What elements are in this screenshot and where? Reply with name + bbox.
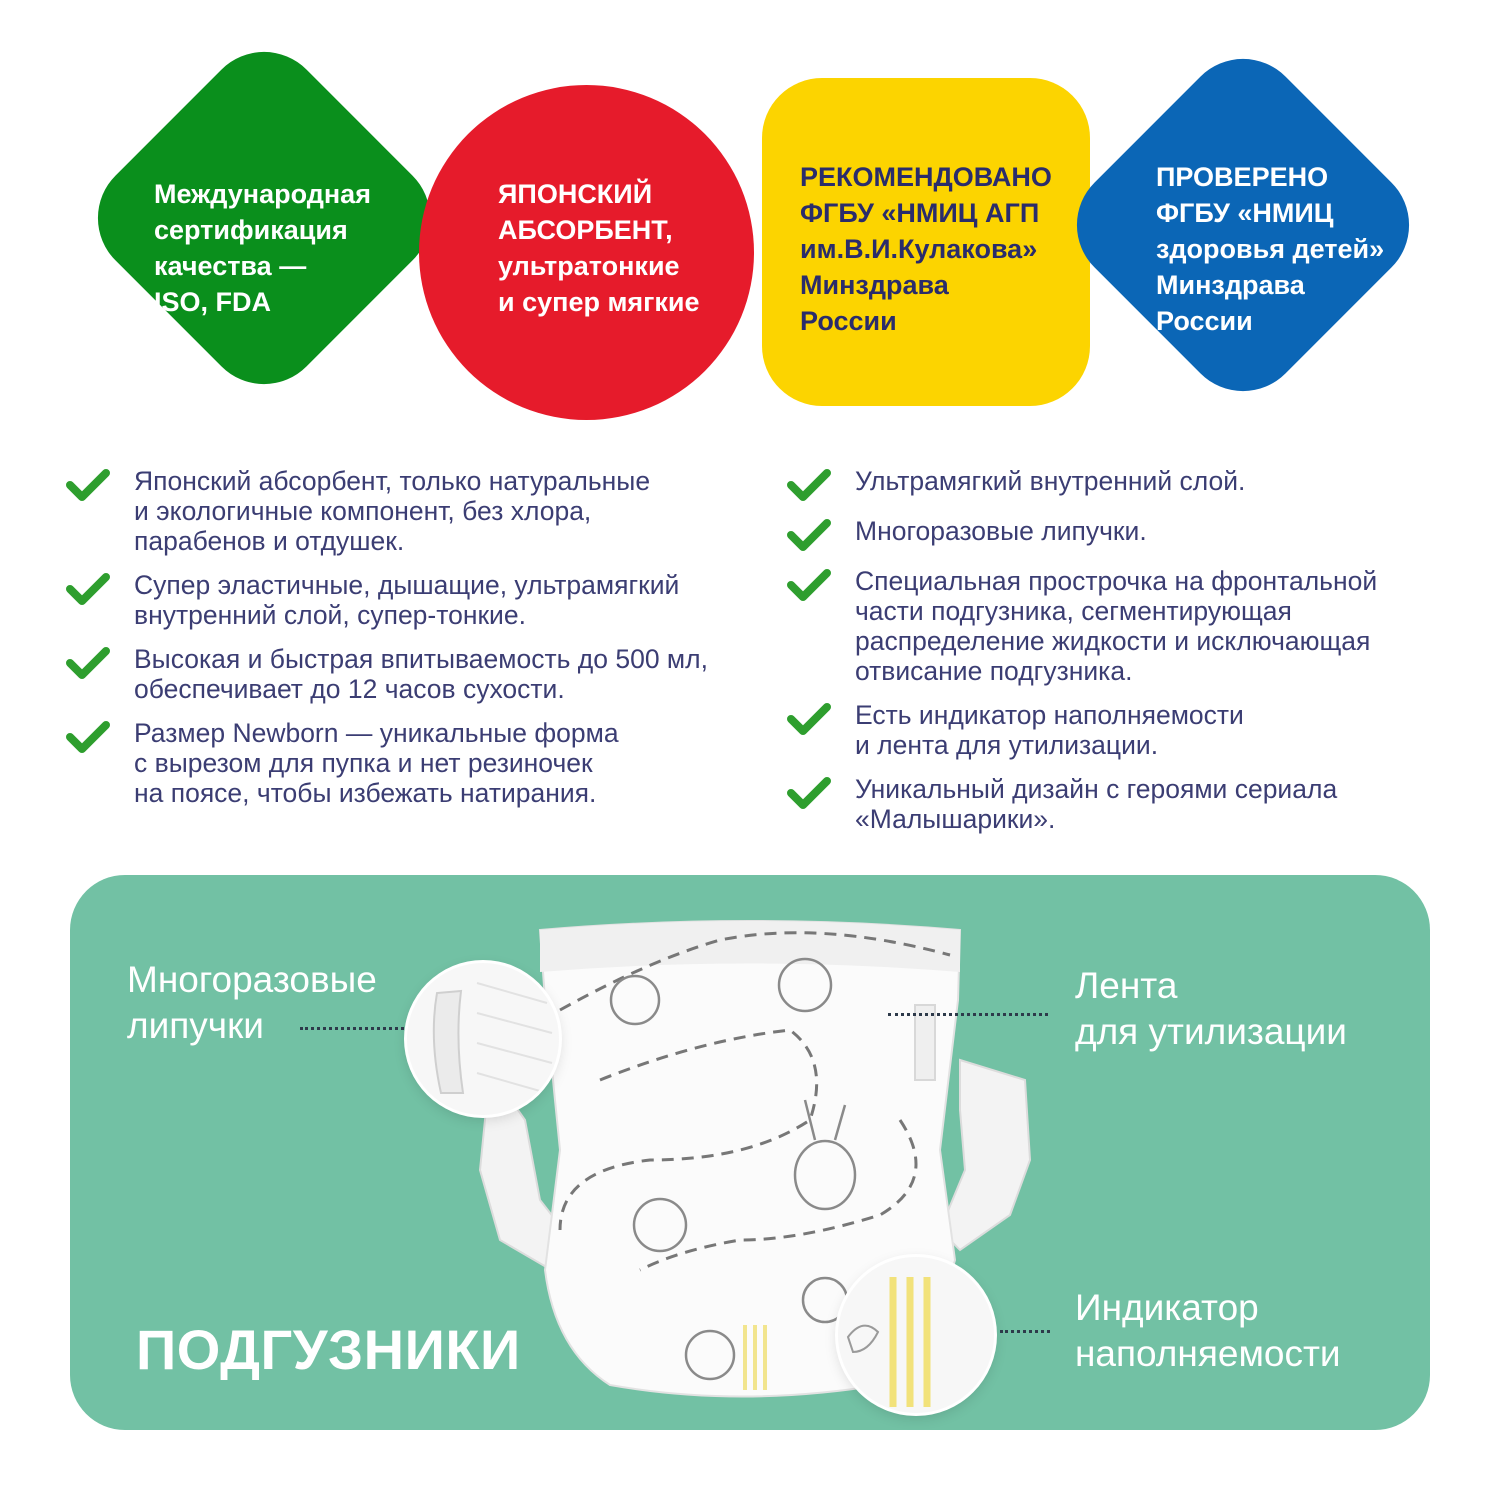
feature-text: Специальная прострочка на фронтальной части подгузника, сегментирующая распределение жидкости и исключающая отвисание подгузника. (855, 566, 1378, 686)
feature-text: Размер Newborn — уникальные форма с вырезом для пупка и нет резиночек на поясе, чтобы избежать натирания. (134, 718, 619, 808)
badge-japanese-absorbent-text: ЯПОНСКИЙ АБСОРБЕНТ, ультратонкие и супер мягкие (498, 179, 700, 317)
leader-line-indicator (1000, 1330, 1050, 1333)
indicator-zoom-circle (838, 1257, 994, 1413)
feature-text: Уникальный дизайн с героями сериала «Малышарики». (855, 774, 1338, 834)
feature-text: Японский абсорбент, только натуральные и экологичные компонент, без хлора, парабенов и отдушек. (134, 466, 651, 556)
indicator-stripes-icon (838, 1257, 994, 1413)
product-title: ПОДГУЗНИКИ (136, 1318, 521, 1381)
leader-line-tape (888, 1013, 1048, 1016)
callout-fill-indicator: Индикатор наполняемости (1075, 1287, 1341, 1374)
callout-velcro: Многоразовые липучки (127, 959, 377, 1046)
feature-text: Многоразовые липучки. (855, 516, 1147, 546)
callout-disposal-tape: Лента для утилизации (1075, 965, 1347, 1052)
badge-verified-text: ПРОВЕРЕНО ФГБУ «НМИЦ здоровья детей» Минздрава России (1156, 162, 1385, 336)
feature-text: Есть индикатор наполняемости и лента для утилизации. (855, 700, 1244, 760)
velcro-zoom-circle (407, 963, 559, 1115)
badge-recommended-text: РЕКОМЕНДОВАНО ФГБУ «НМИЦ АГП им.В.И.Кулакова» Минздрава России (800, 162, 1052, 336)
feature-text: Ультрамягкий внутренний слой. (855, 466, 1246, 496)
leader-line-velcro (300, 1027, 404, 1030)
feature-text: Высокая и быстрая впитываемость до 500 мл, обеспечивает до 12 часов сухости. (134, 644, 708, 704)
velcro-texture-icon (407, 963, 559, 1115)
badge-iso-fda-text: Международная сертификация качества — ISO, FDA (154, 179, 371, 317)
feature-text: Супер эластичные, дышащие, ультрамягкий внутренний слой, супер-тонкие. (134, 570, 680, 630)
